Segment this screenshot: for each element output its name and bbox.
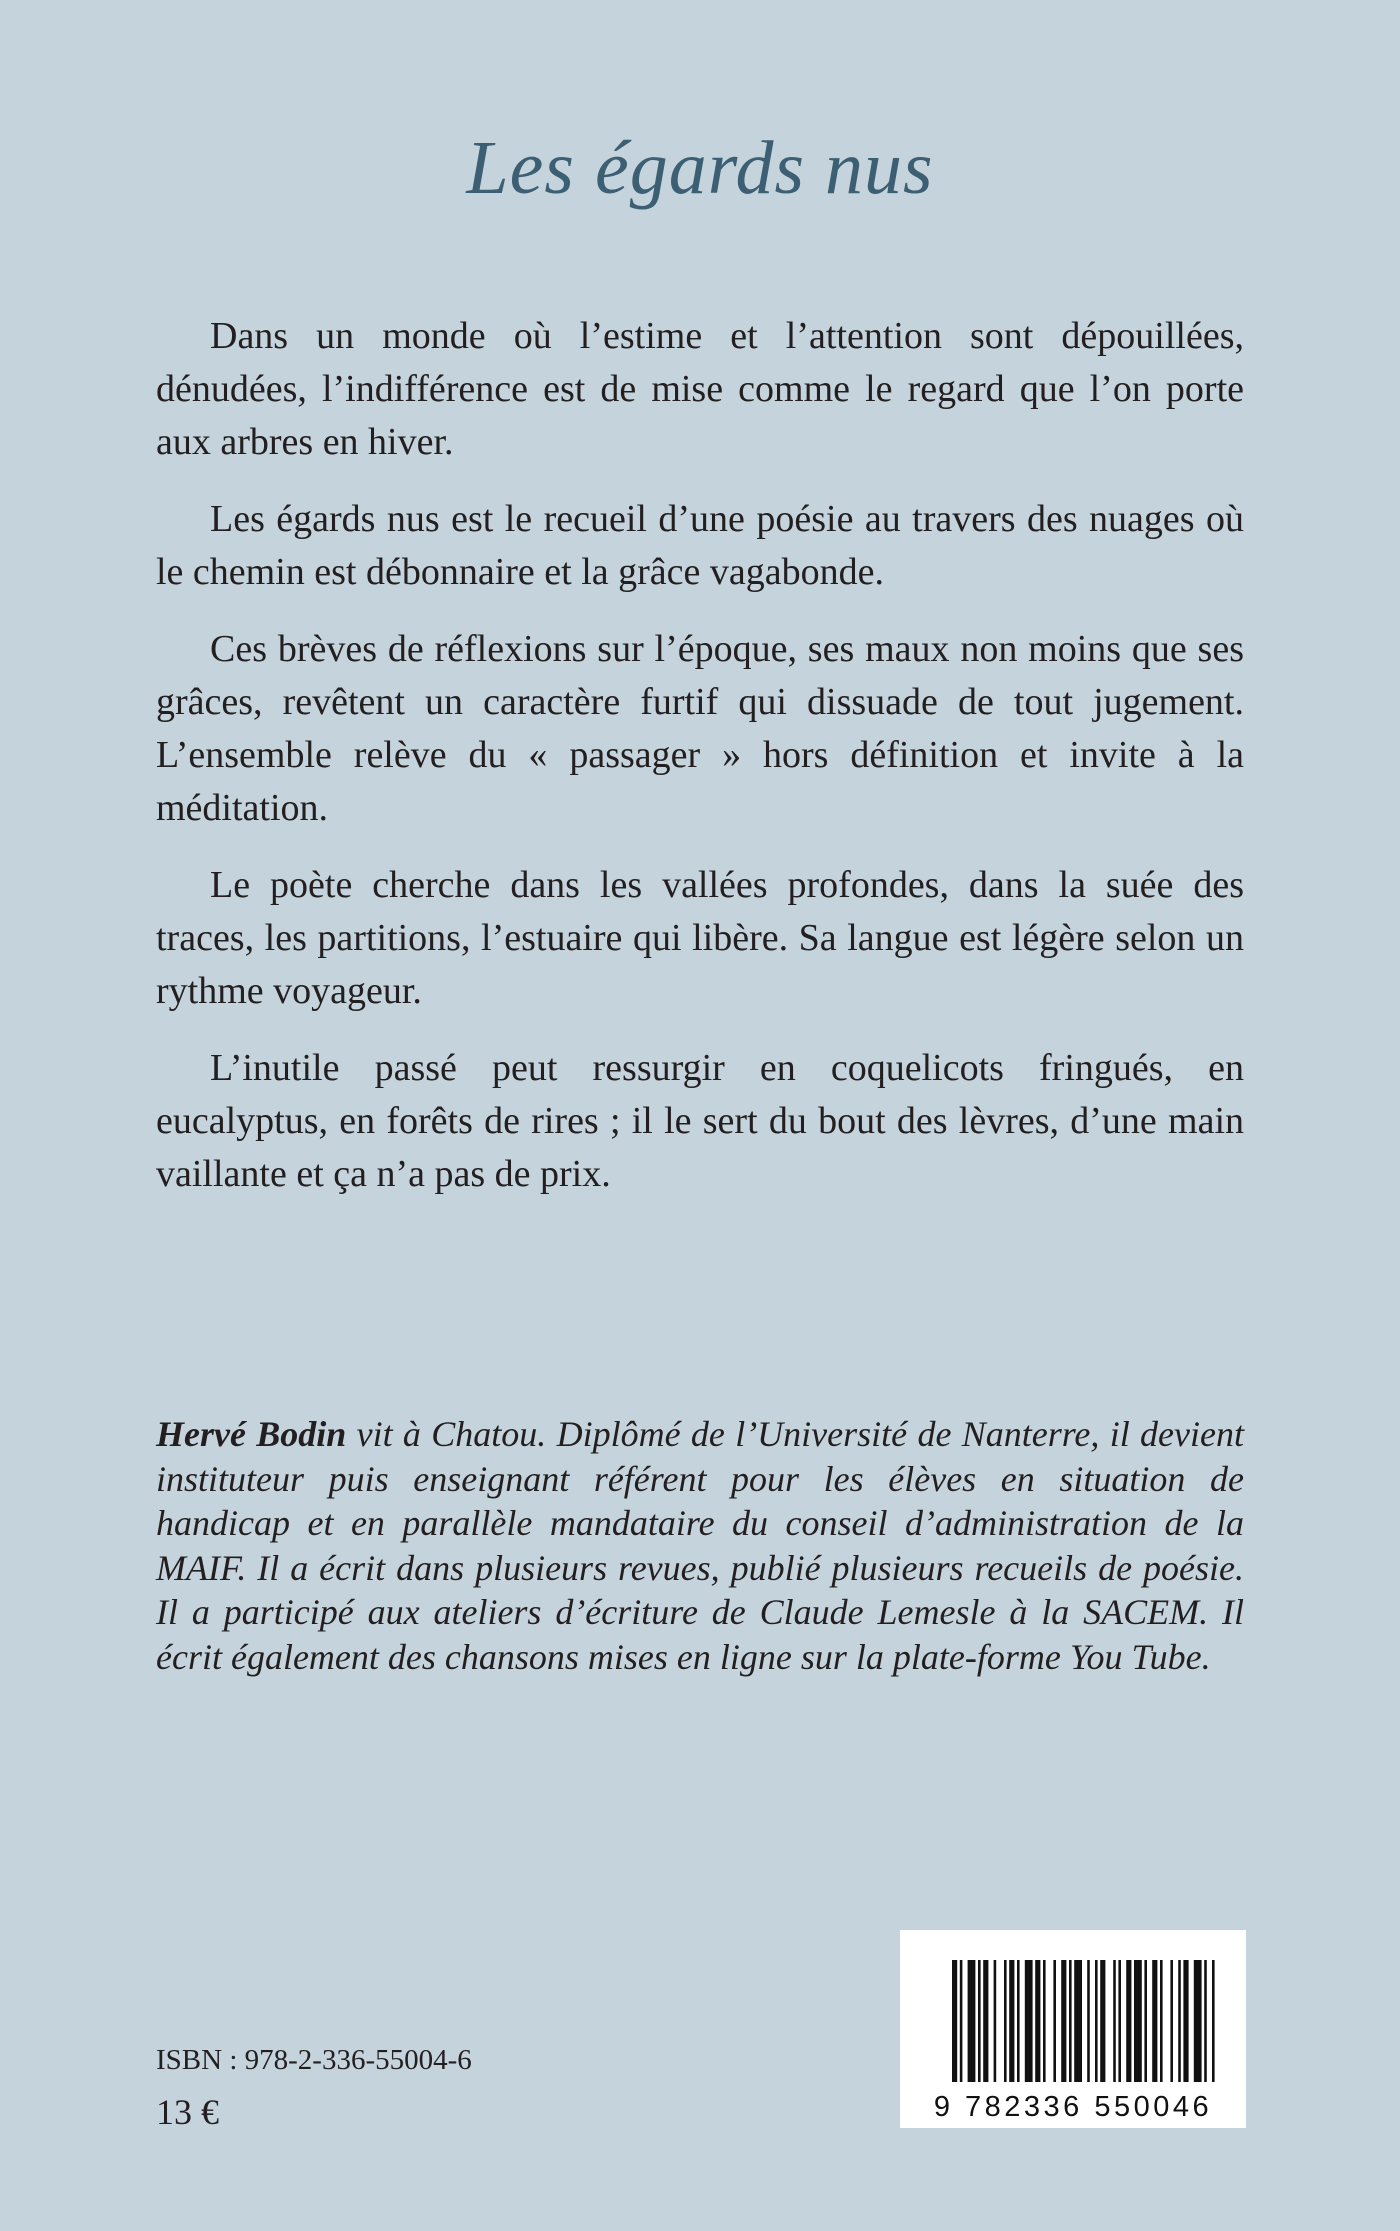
blurb xyxy=(156,310,1244,1225)
price: 13 € xyxy=(156,2092,219,2132)
barcode-bar xyxy=(983,1960,988,2082)
barcode-bar xyxy=(1178,1960,1181,2082)
blurb-paragraph: L’inutile passé peut ressurgir en coquelicots fringués, en eucalyptus, en forêts de rires ; il le sert du bout des lèvres, d’une main vaillante et ça n’a pas de prix. xyxy=(156,1047,1244,1195)
barcode-bar xyxy=(1043,1960,1046,2082)
barcode-bar xyxy=(952,1960,957,2082)
author-bio xyxy=(156,1412,1244,1679)
barcode-bar xyxy=(1170,1960,1173,2082)
barcode-bar xyxy=(1100,1960,1105,2082)
author-name: Hervé Bodin xyxy=(156,1414,347,1454)
barcode-bar xyxy=(1017,1960,1020,2082)
barcode-bar xyxy=(1212,1960,1215,2082)
barcode-bar xyxy=(1035,1960,1040,2082)
barcode-bar xyxy=(1118,1960,1121,2082)
barcode-bar xyxy=(1194,1960,1202,2082)
blurb-paragraph: Ces brèves de réflexions sur l’époque, ses maux non moins que ses grâces, revêtent un caractère furtif qui dissuade de tout jugement. L’ensemble relève du « passager » hors définition et invite à la méditation. xyxy=(156,628,1244,829)
barcode-digits: 9 782336 550046 xyxy=(933,2091,1213,2123)
isbn: ISBN : 978-2-336-55004-6 xyxy=(156,2044,472,2076)
barcode-bar xyxy=(1144,1960,1147,2082)
barcode-bar xyxy=(978,1960,981,2082)
blurb-paragraph: Les égards nus est le recueil d’une poésie au travers des nuages où le chemin est débonnaire et la grâce vagabonde. xyxy=(156,498,1244,593)
author-bio-text: vit à Chatou. Diplômé de l’Université de Nanterre, il devient instituteur puis enseignant référent pour les élèves en situation de handicap et en parallèle mandataire du conseil d’administration de la MAIF. Il a écrit dans plusieurs revues, publié plusieurs recueils de poésie. Il a participé aux ateliers d’écriture de Claude Lemesle à la SACEM. Il écrit également des chansons mises en ligne sur la plate-forme You Tube. xyxy=(156,1414,1245,1677)
barcode-bar xyxy=(1095,1960,1098,2082)
barcode-bar xyxy=(1113,1960,1116,2082)
blurb-paragraph: Le poète cherche dans les vallées profondes, dans la suée des traces, les partitions, l’estuaire qui libère. Sa langue est légère selon un rythme voyageur. xyxy=(156,864,1244,1012)
barcode-bar xyxy=(968,1960,976,2082)
barcode-bar xyxy=(1087,1960,1090,2082)
barcode-bar xyxy=(1053,1960,1056,2082)
barcode-bar xyxy=(1183,1960,1188,2082)
blurb-paragraph: Dans un monde où l’estime et l’attention sont dépouillées, dénudées, l’indifférence est de mise comme le regard que l’on porte aux arbres en hiver. xyxy=(156,315,1244,463)
book-title: Les égards nus xyxy=(466,126,934,210)
barcode xyxy=(900,1930,1246,2128)
barcode-bar xyxy=(1160,1960,1163,2082)
barcode-bar xyxy=(1134,1960,1142,2082)
barcode-bar xyxy=(1025,1960,1033,2082)
barcode-bar xyxy=(960,1960,963,2082)
barcode-bar xyxy=(1004,1960,1007,2082)
barcode-bar xyxy=(1126,1960,1131,2082)
barcode-bar xyxy=(1074,1960,1082,2082)
barcode-bar xyxy=(1009,1960,1014,2082)
barcode-bar xyxy=(1204,1960,1207,2082)
barcode-bar xyxy=(994,1960,997,2082)
barcode-bar xyxy=(1069,1960,1072,2082)
barcode-bar xyxy=(1152,1960,1157,2082)
barcode-bar xyxy=(1061,1960,1066,2082)
